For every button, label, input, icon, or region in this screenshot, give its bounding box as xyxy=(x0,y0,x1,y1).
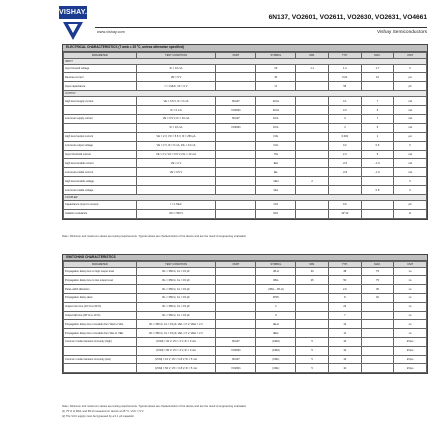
group-label: COUPLER xyxy=(64,194,427,200)
page-header xyxy=(57,6,429,44)
table-cell xyxy=(296,285,329,294)
table-cell: tEHL xyxy=(256,329,296,338)
table-cell: 7 xyxy=(328,311,361,320)
column-header: TYP. xyxy=(328,261,361,267)
table-cell: Input capacitance xyxy=(64,82,137,91)
table-cell: |VCM| = 50 V, VO < 0.8 V, IF = 5 mA xyxy=(136,364,216,373)
table-cell xyxy=(216,64,256,73)
table-cell: |CMH| xyxy=(256,346,296,355)
table-row xyxy=(64,346,427,355)
table-cell: mA xyxy=(394,159,427,168)
table-cell: 55 xyxy=(328,82,361,91)
table-cell: |VCM| = 10 V, VO < 0.8 V, IF = 5 mA xyxy=(136,355,216,364)
table-title: SWITCHING CHARACTERISTICS xyxy=(63,255,427,261)
table-cell: 10 xyxy=(328,364,361,373)
table-cell: 6N137 xyxy=(216,337,256,346)
table-cell: Common mode transient immunity (high) xyxy=(64,337,137,346)
table-cell xyxy=(296,209,329,218)
table-cell: Output rise time (10 % to 90 %) xyxy=(64,302,137,311)
table-cell: Propagation delay time of enable from VEL to VEH xyxy=(64,329,137,338)
table-cell xyxy=(296,311,329,320)
table-cell: 50 xyxy=(328,276,361,285)
table-cell: |CML| xyxy=(256,364,296,373)
table-cell: VIO = 500 V xyxy=(136,209,216,218)
table-cell: |tPHL - tPLH| xyxy=(256,285,296,294)
table-cell: 2 xyxy=(296,177,329,186)
table-row xyxy=(64,106,427,115)
table-row xyxy=(64,320,427,329)
table-cell: ICCH xyxy=(256,106,296,115)
table-cell: Ω xyxy=(394,209,427,218)
table-cell: mA xyxy=(394,114,427,123)
table-cell: -0.6 xyxy=(328,159,361,168)
table-cell: VE = 0.5 V xyxy=(136,168,216,177)
table-cell xyxy=(296,302,329,311)
table-cell: Propagation delay time to low output level xyxy=(64,276,137,285)
table-cell xyxy=(296,123,329,132)
table-cell: 35 xyxy=(361,285,394,294)
table-row xyxy=(64,168,427,177)
column-header: TEST CONDITION xyxy=(136,52,216,58)
table-cell xyxy=(216,320,256,329)
table-cell: ICCH xyxy=(256,97,296,106)
table-cell xyxy=(216,159,256,168)
table-cell: 5 xyxy=(296,337,329,346)
table-cell xyxy=(296,186,329,195)
table-row xyxy=(64,186,427,195)
table-cell: mA xyxy=(394,106,427,115)
table-cell: ITH xyxy=(256,150,296,159)
table-row xyxy=(64,293,427,302)
table-cell: RL = 350 Ω, CL = 15 pF xyxy=(136,302,216,311)
table-cell: |CML| xyxy=(256,355,296,364)
table-cell xyxy=(361,355,394,364)
table-row xyxy=(64,132,427,141)
table-cell: 6N137 xyxy=(216,355,256,364)
table-cell: µA xyxy=(394,132,427,141)
table-cell: -1.6 xyxy=(361,168,394,177)
table-cell xyxy=(361,364,394,373)
switching-characteristics-table xyxy=(62,254,428,374)
table-row xyxy=(64,123,427,132)
table-cell: 4 xyxy=(328,123,361,132)
table-cell: 48 xyxy=(328,267,361,276)
table-cell: High level enable current xyxy=(64,159,137,168)
table-cell: Isolation resistance xyxy=(64,209,137,218)
table-row xyxy=(64,329,427,338)
table-cell: 0.8 xyxy=(361,186,394,195)
table-cell: Capacitance (input to output) xyxy=(64,200,137,209)
table-cell: Propagation delay skew xyxy=(64,293,137,302)
table-cell: VR = 5 V xyxy=(136,73,216,82)
table-cell xyxy=(328,177,361,186)
table-cell: VE = 2 V, VO = 5.5 V, IF = 250 µA xyxy=(136,132,216,141)
table-cell: 5 xyxy=(296,364,329,373)
table-cell xyxy=(296,114,329,123)
table-cell: |VCM| = 10 V, VO > 2 V, IF = 0 mA xyxy=(136,337,216,346)
table-cell: 7 xyxy=(361,114,394,123)
table-cell: VE = 0.5 V, IF = 0 mA xyxy=(136,97,216,106)
table-cell: RL = 350 Ω, CL = 15 pF xyxy=(136,276,216,285)
table-cell: 6N137 xyxy=(216,97,256,106)
table-cell: ns xyxy=(394,311,427,320)
table-cell: High level supply current xyxy=(64,97,137,106)
table-cell: 5 xyxy=(361,150,394,159)
table-cell xyxy=(296,73,329,82)
table-cell xyxy=(64,364,137,373)
table-cell: 10^12 xyxy=(328,209,361,218)
table-cell: VO2601 xyxy=(216,364,256,373)
table-cell xyxy=(216,267,256,276)
table-cell: kV/µs xyxy=(394,355,427,364)
table-cell xyxy=(296,106,329,115)
table-cell: µA xyxy=(394,73,427,82)
column-header: TYP. xyxy=(328,52,361,58)
logo-wordmark: VISHAY. xyxy=(59,6,87,19)
table-cell: 25 xyxy=(296,276,329,285)
vishay-logo xyxy=(59,6,89,42)
table-cell: pF xyxy=(394,82,427,91)
table-cell: RL = 350 Ω, CL = 15 pF, VEL = 0 V, VEH = 3 V xyxy=(136,329,216,338)
table-cell: Low level output voltage xyxy=(64,141,137,150)
table-cell: 10 xyxy=(328,346,361,355)
table-cell: 4.1 xyxy=(328,97,361,106)
table-cell: ns xyxy=(394,276,427,285)
table-cell: VE = 2 V xyxy=(136,159,216,168)
table-cell: RL = 350 Ω, CL = 15 pF xyxy=(136,311,216,320)
table-cell: VO2601 xyxy=(216,346,256,355)
table-row xyxy=(64,97,427,106)
table-cell: ns xyxy=(394,293,427,302)
table-cell: ns xyxy=(394,285,427,294)
table-cell: 0.6 xyxy=(328,200,361,209)
table-cell xyxy=(296,82,329,91)
table-cell: VEH xyxy=(256,177,296,186)
table-cell: CI xyxy=(256,82,296,91)
table-cell: 1.4 xyxy=(328,64,361,73)
table-cell: 7 xyxy=(361,97,394,106)
table-cell xyxy=(361,209,394,218)
table-row xyxy=(64,276,427,285)
table-cell: 2.4 xyxy=(328,150,361,159)
table-cell: Reverse current xyxy=(64,73,137,82)
table-cell: mA xyxy=(394,168,427,177)
table-cell: 2.9 xyxy=(328,285,361,294)
table-cell xyxy=(296,159,329,168)
table-cell xyxy=(64,106,137,115)
table-cell xyxy=(216,177,256,186)
table-cell: 0.01 xyxy=(328,73,361,82)
column-header: SYMBOL xyxy=(256,261,296,267)
table-cell: Common mode transient immunity (low) xyxy=(64,355,137,364)
part-numbers: 6N137, VO2601, VO2611, VO2630, VO2631, VO4661 xyxy=(268,14,427,21)
table-cell: RL = 350 Ω, CL = 15 pF xyxy=(136,285,216,294)
table-cell: 0.2 xyxy=(328,141,361,150)
table-cell: CIO xyxy=(256,200,296,209)
table1-footnote: Note • Minimum and maximum values are testing requirements. Typical values are characteristics of the device and are the result of engineering evaluation. xyxy=(62,235,247,238)
table-cell: ns xyxy=(394,267,427,276)
table-row xyxy=(64,200,427,209)
table-cell: Low level enable voltage xyxy=(64,186,137,195)
column-header: MIN. xyxy=(296,52,329,58)
table-title: ELECTRICAL CHARACTERISTICS (T amb = 25 °C, unless otherwise specified) xyxy=(63,45,427,52)
table-cell: RL = 350 Ω, CL = 15 pF xyxy=(136,267,216,276)
table-cell: IEL xyxy=(256,168,296,177)
table-cell: IOH xyxy=(256,132,296,141)
table-cell: Low level supply current xyxy=(64,114,137,123)
table-cell: tPSK xyxy=(256,293,296,302)
table-cell: ns xyxy=(394,329,427,338)
table2-footnote-1: (1) 75 % of tPHL and tPLH measured on device at 25 °C, VCC = 5 V. xyxy=(62,410,144,413)
table-cell: IR xyxy=(256,73,296,82)
table-cell xyxy=(361,320,394,329)
table-cell: V xyxy=(394,64,427,73)
table-cell xyxy=(361,337,394,346)
table-cell: V xyxy=(394,177,427,186)
table2-footnote-2: (2) The VCC supply must be bypassed by a 0.1 µF capacitor. xyxy=(62,415,135,418)
table-cell: pF xyxy=(394,200,427,209)
table-row xyxy=(64,64,427,73)
table-cell: IEH xyxy=(256,159,296,168)
column-header: PARAMETER xyxy=(64,52,137,58)
table-cell: 6N137 xyxy=(216,114,256,123)
table-row xyxy=(64,302,427,311)
table-cell: tf xyxy=(256,311,296,320)
table-cell: V xyxy=(394,186,427,195)
table-cell: 10 xyxy=(328,355,361,364)
table-cell: RL = 350 Ω, CL = 15 pF, VEL = 0 V, VEH = 3 V xyxy=(136,320,216,329)
table-cell xyxy=(136,177,216,186)
table-cell: VEL xyxy=(256,186,296,195)
logo-triangle-icon xyxy=(63,22,83,40)
table-row xyxy=(64,141,427,150)
table-cell xyxy=(216,276,256,285)
table-cell xyxy=(361,346,394,355)
column-header: UNIT xyxy=(394,52,427,58)
table-cell: ICCL xyxy=(256,114,296,123)
table-cell: 23 xyxy=(328,302,361,311)
table-row xyxy=(64,177,427,186)
table-cell: IF = 0 mA xyxy=(136,106,216,115)
table-cell: 75 xyxy=(361,276,394,285)
table-cell: Low level enable current xyxy=(64,168,137,177)
table-cell: 75 xyxy=(361,267,394,276)
table-cell: 5 xyxy=(296,355,329,364)
table-cell: f = 1 MHz xyxy=(136,200,216,209)
table-cell xyxy=(296,320,329,329)
table-cell xyxy=(328,186,361,195)
table-cell: 10 xyxy=(361,73,394,82)
table-cell: Propagation delay time to high output level xyxy=(64,267,137,276)
table-cell xyxy=(216,209,256,218)
table-cell: mA xyxy=(394,97,427,106)
table-cell: 4 xyxy=(328,114,361,123)
table-cell: Pulse width distortion xyxy=(64,285,137,294)
table-cell xyxy=(64,123,137,132)
table-cell: tPLH xyxy=(256,267,296,276)
table-cell xyxy=(216,141,256,150)
table-cell: 8 xyxy=(328,293,361,302)
table-cell: f = 1 MHz, VF = 0 V xyxy=(136,82,216,91)
table-cell xyxy=(296,293,329,302)
table-cell xyxy=(296,141,329,150)
table-cell xyxy=(296,168,329,177)
table-cell: 1.7 xyxy=(361,64,394,73)
table-cell: tr xyxy=(256,302,296,311)
table-row xyxy=(64,82,427,91)
table-cell: Output fall time (90 % to 10 %) xyxy=(64,311,137,320)
table-cell: -1.6 xyxy=(361,159,394,168)
column-header: TEST CONDITION xyxy=(136,261,216,267)
table-cell: 3.3 xyxy=(328,106,361,115)
table-cell: 20 xyxy=(296,267,329,276)
table-cell xyxy=(216,293,256,302)
group-label: OUTPUT xyxy=(64,91,427,97)
table-cell: 11 xyxy=(328,329,361,338)
table-cell: 5 xyxy=(296,346,329,355)
column-header: MAX. xyxy=(361,52,394,58)
table-cell: -0.8 xyxy=(328,168,361,177)
table-cell: kV/µs xyxy=(394,337,427,346)
table-cell xyxy=(216,168,256,177)
table-cell: VO2601 xyxy=(216,106,256,115)
table-cell xyxy=(216,150,256,159)
table-cell: 0.002 xyxy=(328,132,361,141)
table-cell: |CMH| xyxy=(256,337,296,346)
column-header: MIN. xyxy=(296,261,329,267)
table-cell xyxy=(296,97,329,106)
table-row xyxy=(64,337,427,346)
table-cell: tPHL xyxy=(256,276,296,285)
table-cell: VE = 2 V, VO = 5.5 V, IOL = 13 mA xyxy=(136,150,216,159)
table-cell: 1 xyxy=(361,132,394,141)
website-link[interactable]: www.vishay.com xyxy=(97,30,125,34)
table-cell xyxy=(136,186,216,195)
column-header: PART xyxy=(216,52,256,58)
table-row xyxy=(64,311,427,320)
table-cell: tELH xyxy=(256,320,296,329)
table-row xyxy=(64,150,427,159)
table-cell xyxy=(361,311,394,320)
table-cell: V xyxy=(394,141,427,150)
table-cell: 0.6 xyxy=(361,141,394,150)
table-row xyxy=(64,355,427,364)
table-cell: Propagation delay time of enable from VEH to VEL xyxy=(64,320,137,329)
electrical-characteristics-table xyxy=(62,44,428,220)
table-cell: 1.1 xyxy=(296,64,329,73)
table-cell: 6 xyxy=(361,106,394,115)
table-cell xyxy=(216,73,256,82)
header-rule xyxy=(95,27,427,28)
table-row xyxy=(64,364,427,373)
table-cell: 12 xyxy=(328,320,361,329)
group-label: INPUT xyxy=(64,58,427,64)
table-row xyxy=(64,114,427,123)
column-header: MAX. xyxy=(361,261,394,267)
table-cell xyxy=(216,82,256,91)
table-cell: VF xyxy=(256,64,296,73)
table-cell: 40 xyxy=(361,293,394,302)
column-header: PARAMETER xyxy=(64,261,137,267)
table-cell xyxy=(296,200,329,209)
table-cell xyxy=(361,82,394,91)
table2-footnote: Note • Minimum and maximum values are testing requirements. Typical values are characteristics of the device and are the result of engineering evaluation. xyxy=(62,405,247,408)
table-cell: ns xyxy=(394,320,427,329)
table-cell: High level output current xyxy=(64,132,137,141)
table-cell: ICCL xyxy=(256,123,296,132)
table-cell xyxy=(361,200,394,209)
table-cell: RL = 350 Ω, CL = 15 pF xyxy=(136,293,216,302)
table-cell: IF = 10 mA xyxy=(136,123,216,132)
table-cell xyxy=(361,329,394,338)
table-cell: ns xyxy=(394,302,427,311)
column-header: PART xyxy=(216,261,256,267)
table-cell xyxy=(296,132,329,141)
table-cell: RIO xyxy=(256,209,296,218)
table-row xyxy=(64,285,427,294)
table-cell: kV/µs xyxy=(394,346,427,355)
table-cell: Input forward voltage xyxy=(64,64,137,73)
column-header: UNIT xyxy=(394,261,427,267)
table-cell xyxy=(216,285,256,294)
table-cell xyxy=(296,329,329,338)
table-cell: 6 xyxy=(361,123,394,132)
table-cell: VE = 0.5 V, IF = 10 mA xyxy=(136,114,216,123)
table-cell: 10 xyxy=(328,337,361,346)
table-row xyxy=(64,267,427,276)
table-cell xyxy=(216,302,256,311)
table-cell: Input threshold current xyxy=(64,150,137,159)
table-cell: kV/µs xyxy=(394,364,427,373)
table-cell xyxy=(216,329,256,338)
table-row xyxy=(64,159,427,168)
table-cell: VOL xyxy=(256,141,296,150)
table-cell: IF = 10 mA xyxy=(136,64,216,73)
brand-name: Vishay Semiconductors xyxy=(376,30,427,35)
table-cell: |VCM| = 50 V, VO > 2 V, IF = 0 mA xyxy=(136,346,216,355)
table-cell: VE = 2 V, IF = 5 mA, IOL = 13 mA xyxy=(136,141,216,150)
table-cell xyxy=(216,311,256,320)
table-cell xyxy=(296,150,329,159)
table-cell: mA xyxy=(394,123,427,132)
table-cell xyxy=(361,177,394,186)
table-cell xyxy=(216,186,256,195)
table-cell xyxy=(216,200,256,209)
table-row xyxy=(64,209,427,218)
table-cell xyxy=(216,132,256,141)
column-header: SYMBOL xyxy=(256,52,296,58)
table-row xyxy=(64,73,427,82)
table-cell: mA xyxy=(394,150,427,159)
table-cell xyxy=(64,346,137,355)
table-cell: VO2601 xyxy=(216,123,256,132)
table-cell xyxy=(361,302,394,311)
table-cell: High level enable voltage xyxy=(64,177,137,186)
